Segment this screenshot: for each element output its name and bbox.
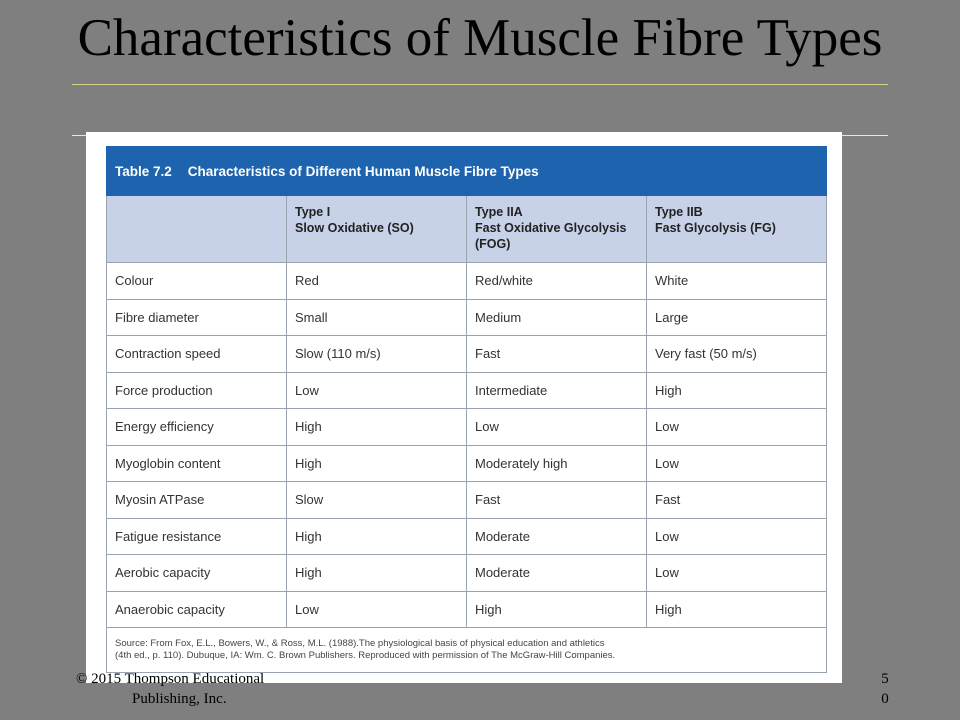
table-row bbox=[107, 299, 827, 336]
cell-type-i: Red bbox=[287, 263, 467, 300]
header-line: (FOG) bbox=[475, 237, 511, 251]
table-row bbox=[107, 409, 827, 446]
title-divider-top bbox=[72, 84, 888, 85]
table-row bbox=[107, 555, 827, 592]
table-body bbox=[107, 263, 827, 628]
row-label: Myosin ATPase bbox=[107, 482, 287, 519]
header-line: Type IIB bbox=[655, 205, 703, 219]
cell-type-i: Low bbox=[287, 372, 467, 409]
cell-type-iia: Moderate bbox=[467, 555, 647, 592]
table-caption-row bbox=[107, 147, 827, 196]
cell-type-i: High bbox=[287, 409, 467, 446]
copyright-footer bbox=[76, 669, 316, 709]
cell-type-i: High bbox=[287, 555, 467, 592]
cell-type-iia: Moderate bbox=[467, 518, 647, 555]
table-source-note bbox=[107, 628, 827, 673]
cell-type-iib: Fast bbox=[647, 482, 827, 519]
cell-type-iia: High bbox=[467, 591, 647, 628]
table-number: Table 7.2 bbox=[115, 163, 172, 179]
cell-type-i: High bbox=[287, 518, 467, 555]
cell-type-iia: Fast bbox=[467, 482, 647, 519]
row-label: Force production bbox=[107, 372, 287, 409]
cell-type-i: High bbox=[287, 445, 467, 482]
table-caption-text: Characteristics of Different Human Muscle Fibre Types bbox=[187, 163, 539, 179]
cell-type-iib: High bbox=[647, 372, 827, 409]
cell-type-iia: Low bbox=[467, 409, 647, 446]
slide-title: Characteristics of Muscle Fibre Types bbox=[77, 9, 883, 67]
column-header-characteristic bbox=[107, 196, 287, 263]
header-line: Type I bbox=[295, 205, 331, 219]
header-line: Type IIA bbox=[475, 205, 523, 219]
cell-type-iia: Medium bbox=[467, 299, 647, 336]
cell-type-iib: White bbox=[647, 263, 827, 300]
table-image-panel bbox=[86, 132, 842, 683]
table-row bbox=[107, 445, 827, 482]
column-header-type-iia bbox=[467, 196, 647, 263]
table-row bbox=[107, 591, 827, 628]
header-line: Fast Oxidative Glycolysis bbox=[475, 221, 627, 235]
row-label: Anaerobic capacity bbox=[107, 591, 287, 628]
muscle-fibre-table bbox=[106, 146, 827, 673]
cell-type-iib: Low bbox=[647, 555, 827, 592]
copyright-line: Publishing, Inc. bbox=[132, 691, 227, 707]
row-label: Myoglobin content bbox=[107, 445, 287, 482]
cell-type-iia: Fast bbox=[467, 336, 647, 373]
cell-type-iia: Moderately high bbox=[467, 445, 647, 482]
table-header-row bbox=[107, 196, 827, 263]
cell-type-i: Slow (110 m/s) bbox=[287, 336, 467, 373]
cell-type-iib: Low bbox=[647, 518, 827, 555]
cell-type-iib: Low bbox=[647, 409, 827, 446]
table-row bbox=[107, 518, 827, 555]
table-row bbox=[107, 482, 827, 519]
copyright-line: © 2015 Thompson Educational bbox=[76, 671, 265, 687]
table-source-row bbox=[107, 628, 827, 673]
table-row bbox=[107, 336, 827, 373]
cell-type-i: Slow bbox=[287, 482, 467, 519]
page-number: 50 bbox=[881, 671, 889, 707]
table-caption bbox=[107, 147, 827, 196]
cell-type-iib: High bbox=[647, 591, 827, 628]
row-label: Fibre diameter bbox=[107, 299, 287, 336]
header-line: Fast Glycolysis (FG) bbox=[655, 221, 776, 235]
table-row bbox=[107, 263, 827, 300]
column-header-type-iib bbox=[647, 196, 827, 263]
cell-type-iia: Red/white bbox=[467, 263, 647, 300]
source-line: (4th ed., p. 110). Dubuque, IA: Wm. C. Brown Publishers. Reproduced with permission of The McGraw-Hill Companies. bbox=[115, 650, 616, 661]
source-line: Source: From Fox, E.L., Bowers, W., & Ross, M.L. (1988).The physiological basis of physical education and athletics bbox=[115, 638, 605, 649]
cell-type-i: Low bbox=[287, 591, 467, 628]
row-label: Fatigue resistance bbox=[107, 518, 287, 555]
row-label: Contraction speed bbox=[107, 336, 287, 373]
cell-type-iia: Intermediate bbox=[467, 372, 647, 409]
column-header-type-i bbox=[287, 196, 467, 263]
cell-type-iib: Low bbox=[647, 445, 827, 482]
cell-type-iib: Very fast (50 m/s) bbox=[647, 336, 827, 373]
row-label: Aerobic capacity bbox=[107, 555, 287, 592]
row-label: Colour bbox=[107, 263, 287, 300]
table-row bbox=[107, 372, 827, 409]
row-label: Energy efficiency bbox=[107, 409, 287, 446]
cell-type-iib: Large bbox=[647, 299, 827, 336]
cell-type-i: Small bbox=[287, 299, 467, 336]
header-line: Slow Oxidative (SO) bbox=[295, 221, 414, 235]
